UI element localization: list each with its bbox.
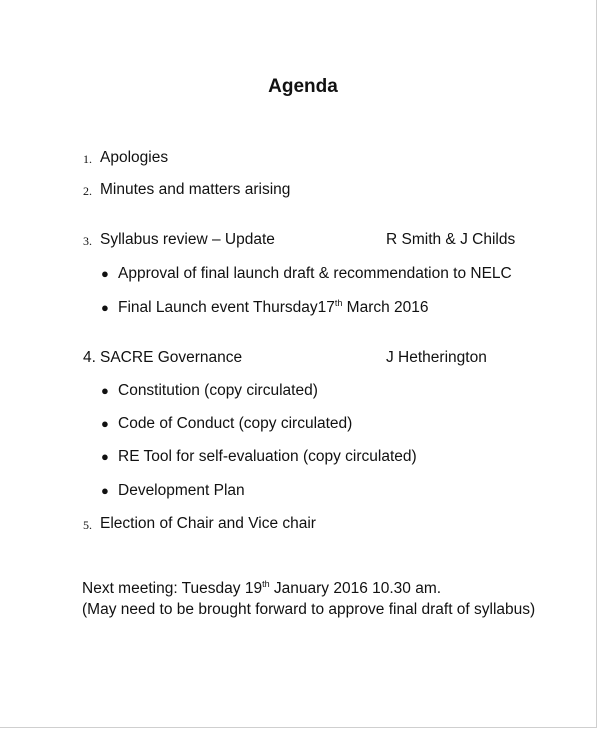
- sub-item: RE Tool for self-evaluation (copy circulated): [118, 448, 417, 465]
- sub-item: Code of Conduct (copy circulated): [118, 415, 353, 432]
- launch-date: March 2016: [342, 299, 429, 316]
- launch-ordinal: th: [334, 297, 343, 308]
- next-meeting-day: Next meeting: Tuesday 19: [82, 580, 263, 597]
- bullet-icon: ●: [101, 483, 109, 498]
- next-meeting: [82, 580, 441, 598]
- agenda-item-minutes: Minutes and matters arising: [100, 181, 291, 198]
- bullet-icon: ●: [101, 449, 109, 464]
- item-number: 2.: [83, 184, 92, 198]
- agenda-item-sacre-governance: SACRE Governance: [100, 349, 243, 366]
- item-number: 1.: [83, 152, 92, 166]
- item-number: 4.: [83, 349, 96, 366]
- bullet-icon: ●: [101, 266, 109, 281]
- sub-item: Constitution (copy circulated): [118, 382, 318, 399]
- item-owner: R Smith & J Childs: [386, 231, 516, 248]
- sub-item: Development Plan: [118, 482, 245, 499]
- launch-text: Final Launch event Thursday17: [118, 299, 335, 316]
- item-number: 3.: [83, 234, 92, 248]
- page-title: Agenda: [268, 76, 338, 97]
- sub-item: Approval of final launch draft & recommendation to NELC: [118, 265, 512, 282]
- agenda-item-election: Election of Chair and Vice chair: [100, 515, 316, 532]
- bullet-icon: ●: [101, 383, 109, 398]
- item-number: 5.: [83, 518, 92, 532]
- agenda-item-syllabus-review: Syllabus review – Update: [100, 231, 275, 248]
- next-meeting-ordinal: th: [262, 578, 270, 589]
- sub-item-launch-event: [118, 299, 429, 317]
- next-meeting-note: (May need to be brought forward to approve final draft of syllabus): [82, 601, 536, 618]
- next-meeting-date-time: January 2016 10.30 am.: [269, 580, 442, 597]
- agenda-item-apologies: Apologies: [100, 149, 169, 166]
- bullet-icon: ●: [101, 416, 109, 431]
- bullet-icon: ●: [101, 300, 109, 315]
- item-owner: J Hetherington: [386, 349, 487, 366]
